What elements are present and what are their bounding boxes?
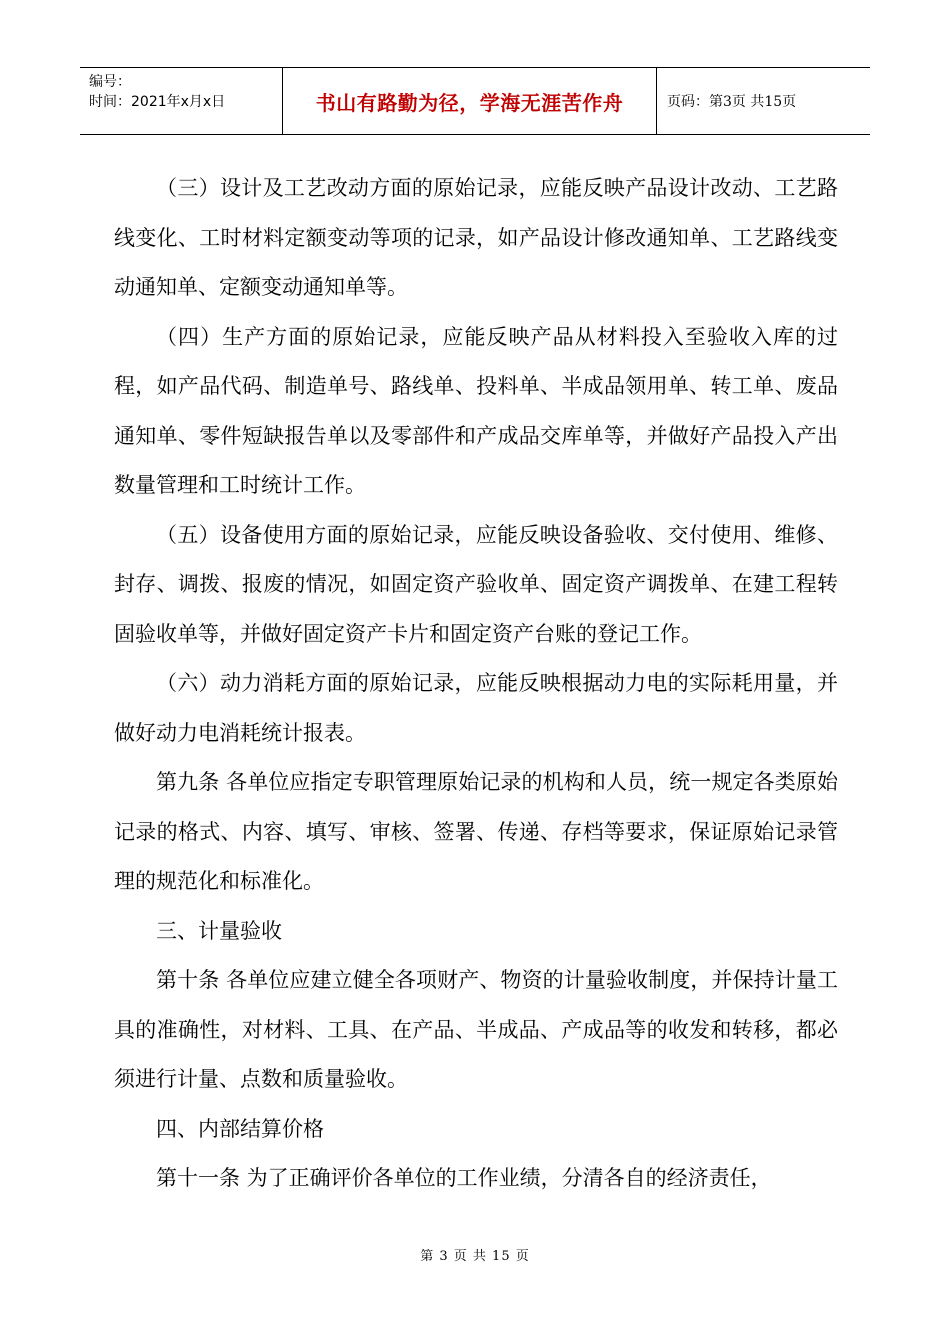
- paragraph-item-4: （四）生产方面的原始记录，应能反映产品从材料投入至验收入库的过程，如产品代码、制造单号、路线单、投料单、半成品领用单、转工单、废品通知单、零件短缺报告单以及零部件和产成品交库单等，并做好产品投入产出数量管理和工时统计工作。: [114, 324, 838, 497]
- paragraph-article-11: 第十一条 为了正确评价各单位的工作业绩，分清各自的经济责任，: [156, 1166, 772, 1190]
- section-heading-internal-pricing: 四、内部结算价格: [156, 1116, 324, 1141]
- motto-text: 书山有路勤为径，学海无涯苦作舟: [315, 90, 624, 115]
- header-page-cell: [657, 68, 870, 134]
- footer-page-number: 第 3 页 共 15 页: [420, 1249, 530, 1264]
- document-date: 时间：2021年x月x日: [89, 94, 226, 110]
- header-table: [80, 67, 870, 135]
- document-number-label: 编号：: [89, 74, 131, 90]
- paragraph-article-10: 第十条 各单位应建立健全各项财产、物资的计量验收制度，并保持计量工具的准确性，对材料、工具、在产品、半成品、产成品等的收发和转移，都必须进行计量、点数和质量验收。: [114, 968, 838, 1091]
- header-motto-cell: [283, 68, 657, 134]
- paragraph-item-6: （六）动力消耗方面的原始记录，应能反映根据动力电的实际耗用量，并做好动力电消耗统计报表。: [114, 671, 838, 745]
- page-footer: [0, 1245, 950, 1264]
- header-page-info: 页码：第3页 共15页: [667, 94, 797, 110]
- paragraph-article-9: 第九条 各单位应指定专职管理原始记录的机构和人员，统一规定各类原始记录的格式、内容、填写、审核、签署、传递、存档等要求，保证原始记录管理的规范化和标准化。: [114, 770, 838, 893]
- section-heading-measurement: 三、计量验收: [156, 918, 282, 943]
- header-meta-cell: [80, 68, 283, 134]
- document-body: [114, 164, 838, 1204]
- paragraph-item-3: （三）设计及工艺改动方面的原始记录，应能反映产品设计改动、工艺路线变化、工时材料定额变动等项的记录，如产品设计修改通知单、工艺路线变动通知单、定额变动通知单等。: [114, 176, 838, 299]
- paragraph-item-5: （五）设备使用方面的原始记录，应能反映设备验收、交付使用、维修、封存、调拨、报废的情况，如固定资产验收单、固定资产调拨单、在建工程转固验收单等，并做好固定资产卡片和固定资产台账的登记工作。: [114, 522, 838, 646]
